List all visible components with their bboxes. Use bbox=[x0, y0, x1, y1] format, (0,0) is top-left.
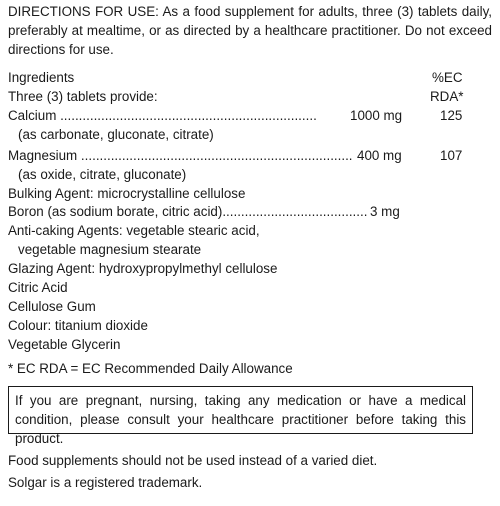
warning-box: If you are pregnant, nursing, taking any medication or have a medical condition, please consult your healthcare practitioner before taking this product. bbox=[8, 386, 473, 434]
calcium-amount: 1000 mg bbox=[350, 108, 403, 123]
anti-caking-agents: Anti-caking Agents: vegetable stearic acid, bbox=[8, 223, 260, 238]
ingredient-calcium: Calcium ..................................................................... bbox=[8, 108, 317, 123]
calcium-sources: (as carbonate, gluconate, citrate) bbox=[18, 127, 214, 142]
rda-label: RDA* bbox=[430, 89, 464, 104]
supplement-note: Food supplements should not be used instead of a varied diet. bbox=[8, 453, 378, 468]
magnesium-sources: (as oxide, citrate, gluconate) bbox=[18, 167, 187, 182]
provide-label: Three (3) tablets provide: bbox=[8, 89, 158, 104]
glazing-agent: Glazing Agent: hydroxypropylmethyl cellulose bbox=[8, 261, 278, 276]
trademark-note: Solgar is a registered trademark. bbox=[8, 475, 203, 490]
ingredient-magnesium: Magnesium ......................................................................... bbox=[8, 148, 353, 163]
magnesium-rda: 107 bbox=[440, 148, 463, 163]
calcium-rda: 125 bbox=[440, 108, 463, 123]
ec-label: %EC bbox=[432, 70, 463, 85]
cellulose-gum: Cellulose Gum bbox=[8, 299, 96, 314]
directions-text: DIRECTIONS FOR USE: As a food supplement for adults, three (3) tablets daily, preferably at mealtime, or as directed by a healthcare practitioner. Do not exceed directions for use. bbox=[8, 4, 492, 57]
citric-acid: Citric Acid bbox=[8, 280, 68, 295]
rda-footnote: * EC RDA = EC Recommended Daily Allowance bbox=[8, 361, 293, 376]
vegetable-glycerin: Vegetable Glycerin bbox=[8, 337, 121, 352]
ingredients-header: Ingredients bbox=[8, 70, 75, 85]
colour: Colour: titanium dioxide bbox=[8, 318, 148, 333]
anti-caking-agents-cont: vegetable magnesium stearate bbox=[18, 242, 202, 257]
magnesium-amount: 400 mg bbox=[357, 148, 402, 163]
ingredient-boron: Boron (as sodium borate, citric acid)....................................... bbox=[8, 204, 368, 219]
boron-amount: 3 mg bbox=[370, 204, 400, 219]
bulking-agent: Bulking Agent: microcrystalline cellulose bbox=[8, 186, 246, 201]
